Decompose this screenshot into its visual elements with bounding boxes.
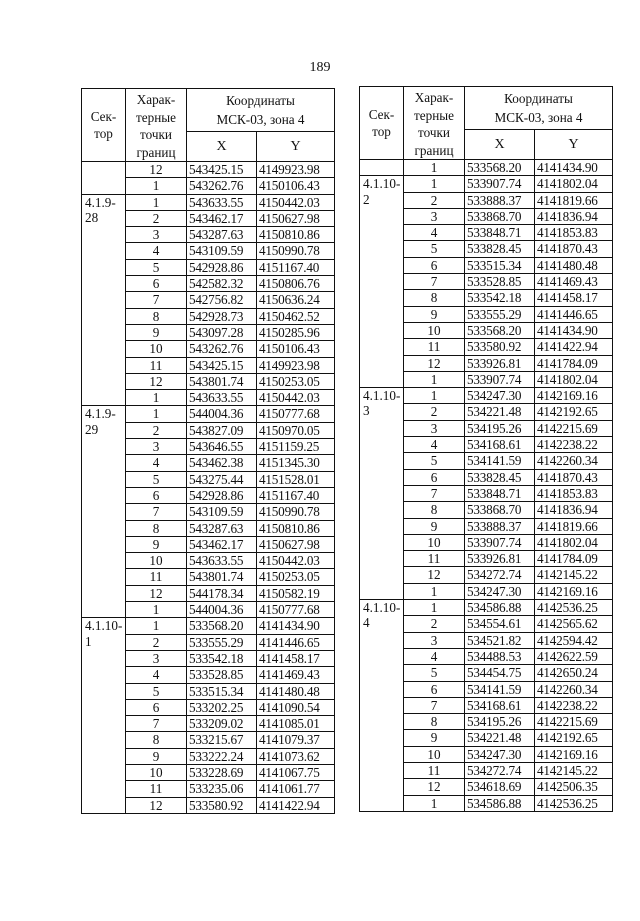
x-cell: 534272.74 xyxy=(465,567,535,583)
point-cell: 2 xyxy=(126,634,187,650)
y-cell: 4141434.90 xyxy=(257,618,335,634)
point-cell: 9 xyxy=(404,730,465,746)
y-cell: 4142169.16 xyxy=(535,746,613,762)
point-cell: 2 xyxy=(404,616,465,632)
y-cell: 4142622.59 xyxy=(535,648,613,664)
point-cell: 12 xyxy=(126,797,187,813)
x-cell: 534168.61 xyxy=(465,437,535,453)
x-cell: 534586.88 xyxy=(465,795,535,811)
point-cell: 9 xyxy=(126,536,187,552)
point-cell: 11 xyxy=(126,569,187,585)
point-cell: 3 xyxy=(404,632,465,648)
point-cell: 10 xyxy=(404,534,465,550)
y-cell: 4150442.03 xyxy=(257,553,335,569)
y-cell: 4141802.04 xyxy=(535,176,613,192)
x-cell: 533828.45 xyxy=(465,241,535,257)
y-cell: 4150462.52 xyxy=(257,308,335,324)
point-cell: 1 xyxy=(404,160,465,176)
point-cell: 8 xyxy=(126,520,187,536)
point-cell: 3 xyxy=(126,650,187,666)
x-cell: 544004.36 xyxy=(187,602,257,618)
y-cell: 4141469.43 xyxy=(257,667,335,683)
point-cell: 2 xyxy=(126,422,187,438)
point-cell: 6 xyxy=(126,276,187,292)
y-cell: 4142215.69 xyxy=(535,420,613,436)
points-header: Харак- терные точки границ xyxy=(126,89,187,162)
point-cell: 4 xyxy=(404,648,465,664)
point-cell: 5 xyxy=(404,453,465,469)
x-cell: 534554.61 xyxy=(465,616,535,632)
x-cell: 534141.59 xyxy=(465,681,535,697)
x-header: X xyxy=(187,132,257,162)
point-cell: 1 xyxy=(404,795,465,811)
y-header: Y xyxy=(257,132,335,162)
point-cell: 3 xyxy=(404,420,465,436)
x-cell: 533528.85 xyxy=(187,667,257,683)
x-cell: 543801.74 xyxy=(187,373,257,389)
point-cell: 8 xyxy=(404,714,465,730)
x-cell: 543425.15 xyxy=(187,162,257,178)
x-cell: 533580.92 xyxy=(187,797,257,813)
x-cell: 543633.55 xyxy=(187,390,257,406)
y-cell: 4150253.05 xyxy=(257,373,335,389)
y-cell: 4142169.16 xyxy=(535,583,613,599)
x-cell: 533542.18 xyxy=(465,290,535,306)
point-cell: 10 xyxy=(404,746,465,762)
y-cell: 4142260.34 xyxy=(535,453,613,469)
x-cell: 533868.70 xyxy=(465,208,535,224)
y-header: Y xyxy=(535,130,613,160)
x-cell: 543097.28 xyxy=(187,324,257,340)
x-cell: 543109.59 xyxy=(187,504,257,520)
table-row xyxy=(82,162,335,178)
x-cell: 533848.71 xyxy=(465,225,535,241)
x-cell: 533528.85 xyxy=(465,274,535,290)
x-cell: 533568.20 xyxy=(465,322,535,338)
point-cell: 9 xyxy=(404,306,465,322)
point-cell: 6 xyxy=(126,699,187,715)
point-cell: 3 xyxy=(404,208,465,224)
x-cell: 533848.71 xyxy=(465,485,535,501)
y-cell: 4141079.37 xyxy=(257,732,335,748)
y-cell: 4141480.48 xyxy=(257,683,335,699)
y-cell: 4150777.68 xyxy=(257,406,335,422)
x-cell: 534586.88 xyxy=(465,600,535,616)
x-cell: 533888.37 xyxy=(465,518,535,534)
y-cell: 4142594.42 xyxy=(535,632,613,648)
x-cell: 543462.17 xyxy=(187,536,257,552)
y-cell: 4141446.65 xyxy=(257,634,335,650)
sector-cell: 4.1.9- 29 xyxy=(82,406,126,618)
y-cell: 4150810.86 xyxy=(257,520,335,536)
x-cell: 543287.63 xyxy=(187,520,257,536)
x-cell: 534247.30 xyxy=(465,583,535,599)
y-cell: 4141784.09 xyxy=(535,355,613,371)
table-row xyxy=(82,406,335,422)
y-cell: 4142536.25 xyxy=(535,600,613,616)
y-cell: 4142192.65 xyxy=(535,730,613,746)
x-cell: 534488.53 xyxy=(465,648,535,664)
x-cell: 534247.30 xyxy=(465,388,535,404)
point-cell: 12 xyxy=(404,567,465,583)
y-cell: 4141819.66 xyxy=(535,518,613,534)
x-cell: 533907.74 xyxy=(465,534,535,550)
point-cell: 6 xyxy=(126,487,187,503)
point-cell: 1 xyxy=(404,388,465,404)
table-row xyxy=(360,176,613,192)
y-cell: 4150285.96 xyxy=(257,324,335,340)
point-cell: 5 xyxy=(126,471,187,487)
x-cell: 533568.20 xyxy=(187,618,257,634)
x-cell: 533202.25 xyxy=(187,699,257,715)
x-cell: 534221.48 xyxy=(465,730,535,746)
y-cell: 4141422.94 xyxy=(257,797,335,813)
x-cell: 534195.26 xyxy=(465,714,535,730)
x-cell: 543109.59 xyxy=(187,243,257,259)
x-cell: 534195.26 xyxy=(465,420,535,436)
point-cell: 8 xyxy=(126,732,187,748)
y-cell: 4141784.09 xyxy=(535,551,613,567)
y-cell: 4141090.54 xyxy=(257,699,335,715)
sector-header: Сек- тор xyxy=(360,87,404,160)
x-cell: 534221.48 xyxy=(465,404,535,420)
y-cell: 4151528.01 xyxy=(257,471,335,487)
points-header: Харак- терные точки границ xyxy=(404,87,465,160)
y-cell: 4150990.78 xyxy=(257,504,335,520)
y-cell: 4141802.04 xyxy=(535,371,613,387)
y-cell: 4141422.94 xyxy=(535,339,613,355)
y-cell: 4141434.90 xyxy=(535,322,613,338)
point-cell: 6 xyxy=(404,257,465,273)
point-cell: 10 xyxy=(126,764,187,780)
point-cell: 1 xyxy=(126,194,187,210)
y-cell: 4142238.22 xyxy=(535,437,613,453)
sector-cell: 4.1.10- 3 xyxy=(360,388,404,600)
point-cell: 12 xyxy=(126,585,187,601)
y-cell: 4141073.62 xyxy=(257,748,335,764)
y-cell: 4142506.35 xyxy=(535,779,613,795)
x-cell: 543262.76 xyxy=(187,341,257,357)
x-cell: 543462.38 xyxy=(187,455,257,471)
x-cell: 544178.34 xyxy=(187,585,257,601)
x-cell: 533568.20 xyxy=(465,160,535,176)
page-number: 189 xyxy=(309,60,331,75)
x-cell: 543262.76 xyxy=(187,178,257,194)
x-cell: 533515.34 xyxy=(465,257,535,273)
y-cell: 4142260.34 xyxy=(535,681,613,697)
x-cell: 543287.63 xyxy=(187,227,257,243)
point-cell: 2 xyxy=(126,210,187,226)
x-cell: 543275.44 xyxy=(187,471,257,487)
point-cell: 4 xyxy=(404,437,465,453)
x-cell: 542928.86 xyxy=(187,487,257,503)
y-cell: 4141836.94 xyxy=(535,502,613,518)
y-cell: 4151345.30 xyxy=(257,455,335,471)
point-cell: 3 xyxy=(126,439,187,455)
y-cell: 4142238.22 xyxy=(535,697,613,713)
point-cell: 5 xyxy=(126,259,187,275)
y-cell: 4141480.48 xyxy=(535,257,613,273)
x-cell: 533868.70 xyxy=(465,502,535,518)
x-cell: 534272.74 xyxy=(465,762,535,778)
point-cell: 7 xyxy=(126,504,187,520)
x-cell: 534168.61 xyxy=(465,697,535,713)
y-cell: 4150106.43 xyxy=(257,178,335,194)
sector-cell: 4.1.10- 2 xyxy=(360,176,404,388)
sector-cell: 4.1.10- 1 xyxy=(82,618,126,814)
y-cell: 4149923.98 xyxy=(257,162,335,178)
point-cell: 11 xyxy=(404,762,465,778)
point-cell: 12 xyxy=(404,355,465,371)
y-cell: 4141836.94 xyxy=(535,208,613,224)
point-cell: 7 xyxy=(126,292,187,308)
x-cell: 533515.34 xyxy=(187,683,257,699)
y-cell: 4142145.22 xyxy=(535,567,613,583)
y-cell: 4150253.05 xyxy=(257,569,335,585)
y-cell: 4150990.78 xyxy=(257,243,335,259)
x-cell: 543462.17 xyxy=(187,210,257,226)
point-cell: 4 xyxy=(126,243,187,259)
y-cell: 4149923.98 xyxy=(257,357,335,373)
x-cell: 543633.55 xyxy=(187,553,257,569)
y-cell: 4150636.24 xyxy=(257,292,335,308)
coordinates-header: Координаты МСК-03, зона 4 xyxy=(187,89,335,132)
point-cell: 7 xyxy=(404,485,465,501)
y-cell: 4142169.16 xyxy=(535,388,613,404)
x-cell: 533222.24 xyxy=(187,748,257,764)
x-cell: 533235.06 xyxy=(187,781,257,797)
coordinates-table-right xyxy=(359,86,613,812)
y-cell: 4150806.76 xyxy=(257,276,335,292)
point-cell: 1 xyxy=(126,602,187,618)
y-cell: 4141446.65 xyxy=(535,306,613,322)
sector-header: Сек- тор xyxy=(82,89,126,162)
point-cell: 12 xyxy=(126,162,187,178)
point-cell: 11 xyxy=(126,357,187,373)
y-cell: 4141061.77 xyxy=(257,781,335,797)
point-cell: 3 xyxy=(126,227,187,243)
point-cell: 9 xyxy=(404,518,465,534)
y-cell: 4150777.68 xyxy=(257,602,335,618)
x-cell: 543801.74 xyxy=(187,569,257,585)
point-cell: 11 xyxy=(404,339,465,355)
y-cell: 4150582.19 xyxy=(257,585,335,601)
point-cell: 2 xyxy=(404,192,465,208)
x-cell: 544004.36 xyxy=(187,406,257,422)
y-cell: 4150627.98 xyxy=(257,210,335,226)
point-cell: 10 xyxy=(126,553,187,569)
point-cell: 10 xyxy=(126,341,187,357)
x-cell: 542756.82 xyxy=(187,292,257,308)
table-row xyxy=(82,618,335,634)
y-cell: 4141434.90 xyxy=(535,160,613,176)
x-cell: 533926.81 xyxy=(465,551,535,567)
y-cell: 4150106.43 xyxy=(257,341,335,357)
point-cell: 5 xyxy=(404,665,465,681)
x-cell: 533215.67 xyxy=(187,732,257,748)
point-cell: 12 xyxy=(404,779,465,795)
point-cell: 1 xyxy=(404,600,465,616)
x-cell: 534454.75 xyxy=(465,665,535,681)
point-cell: 11 xyxy=(126,781,187,797)
point-cell: 1 xyxy=(126,406,187,422)
y-cell: 4142215.69 xyxy=(535,714,613,730)
y-cell: 4142565.62 xyxy=(535,616,613,632)
y-cell: 4150810.86 xyxy=(257,227,335,243)
x-cell: 534521.82 xyxy=(465,632,535,648)
x-cell: 542928.73 xyxy=(187,308,257,324)
y-cell: 4150442.03 xyxy=(257,390,335,406)
point-cell: 4 xyxy=(126,455,187,471)
point-cell: 12 xyxy=(126,373,187,389)
x-cell: 533926.81 xyxy=(465,355,535,371)
y-cell: 4141870.43 xyxy=(535,241,613,257)
coordinates-table-left xyxy=(81,88,335,814)
x-header: X xyxy=(465,130,535,160)
y-cell: 4141469.43 xyxy=(535,274,613,290)
y-cell: 4141819.66 xyxy=(535,192,613,208)
y-cell: 4142192.65 xyxy=(535,404,613,420)
x-cell: 533542.18 xyxy=(187,650,257,666)
point-cell: 4 xyxy=(126,667,187,683)
point-cell: 8 xyxy=(126,308,187,324)
x-cell: 534141.59 xyxy=(465,453,535,469)
point-cell: 9 xyxy=(126,748,187,764)
table-row xyxy=(360,600,613,616)
y-cell: 4141085.01 xyxy=(257,716,335,732)
y-cell: 4142145.22 xyxy=(535,762,613,778)
table-row xyxy=(360,160,613,176)
point-cell: 6 xyxy=(404,681,465,697)
point-cell: 5 xyxy=(126,683,187,699)
sector-cell: 4.1.10- 4 xyxy=(360,600,404,812)
x-cell: 533907.74 xyxy=(465,371,535,387)
point-cell: 8 xyxy=(404,502,465,518)
x-cell: 534247.30 xyxy=(465,746,535,762)
y-cell: 4141067.75 xyxy=(257,764,335,780)
sector-cell xyxy=(360,160,404,176)
y-cell: 4150442.03 xyxy=(257,194,335,210)
point-cell: 8 xyxy=(404,290,465,306)
x-cell: 533555.29 xyxy=(465,306,535,322)
x-cell: 533228.69 xyxy=(187,764,257,780)
x-cell: 543646.55 xyxy=(187,439,257,455)
x-cell: 533888.37 xyxy=(465,192,535,208)
y-cell: 4151167.40 xyxy=(257,259,335,275)
point-cell: 7 xyxy=(126,716,187,732)
y-cell: 4142536.25 xyxy=(535,795,613,811)
x-cell: 533209.02 xyxy=(187,716,257,732)
point-cell: 10 xyxy=(404,322,465,338)
x-cell: 533580.92 xyxy=(465,339,535,355)
point-cell: 11 xyxy=(404,551,465,567)
point-cell: 1 xyxy=(126,618,187,634)
x-cell: 533907.74 xyxy=(465,176,535,192)
coordinates-header: Координаты МСК-03, зона 4 xyxy=(465,87,613,130)
point-cell: 7 xyxy=(404,697,465,713)
point-cell: 1 xyxy=(404,176,465,192)
x-cell: 543633.55 xyxy=(187,194,257,210)
x-cell: 533828.45 xyxy=(465,469,535,485)
table-row xyxy=(82,194,335,210)
point-cell: 1 xyxy=(126,390,187,406)
x-cell: 543827.09 xyxy=(187,422,257,438)
y-cell: 4141458.17 xyxy=(257,650,335,666)
y-cell: 4150627.98 xyxy=(257,536,335,552)
x-cell: 542582.32 xyxy=(187,276,257,292)
y-cell: 4151159.25 xyxy=(257,439,335,455)
point-cell: 4 xyxy=(404,225,465,241)
point-cell: 2 xyxy=(404,404,465,420)
y-cell: 4150970.05 xyxy=(257,422,335,438)
y-cell: 4141853.83 xyxy=(535,485,613,501)
x-cell: 534618.69 xyxy=(465,779,535,795)
y-cell: 4142650.24 xyxy=(535,665,613,681)
x-cell: 533555.29 xyxy=(187,634,257,650)
y-cell: 4141870.43 xyxy=(535,469,613,485)
point-cell: 5 xyxy=(404,241,465,257)
point-cell: 6 xyxy=(404,469,465,485)
point-cell: 1 xyxy=(404,371,465,387)
table-row xyxy=(360,388,613,404)
y-cell: 4141853.83 xyxy=(535,225,613,241)
point-cell: 9 xyxy=(126,324,187,340)
point-cell: 7 xyxy=(404,274,465,290)
point-cell: 1 xyxy=(404,583,465,599)
sector-cell xyxy=(82,162,126,195)
point-cell: 1 xyxy=(126,178,187,194)
sector-cell: 4.1.9- 28 xyxy=(82,194,126,406)
x-cell: 543425.15 xyxy=(187,357,257,373)
y-cell: 4141802.04 xyxy=(535,534,613,550)
y-cell: 4151167.40 xyxy=(257,487,335,503)
x-cell: 542928.86 xyxy=(187,259,257,275)
y-cell: 4141458.17 xyxy=(535,290,613,306)
